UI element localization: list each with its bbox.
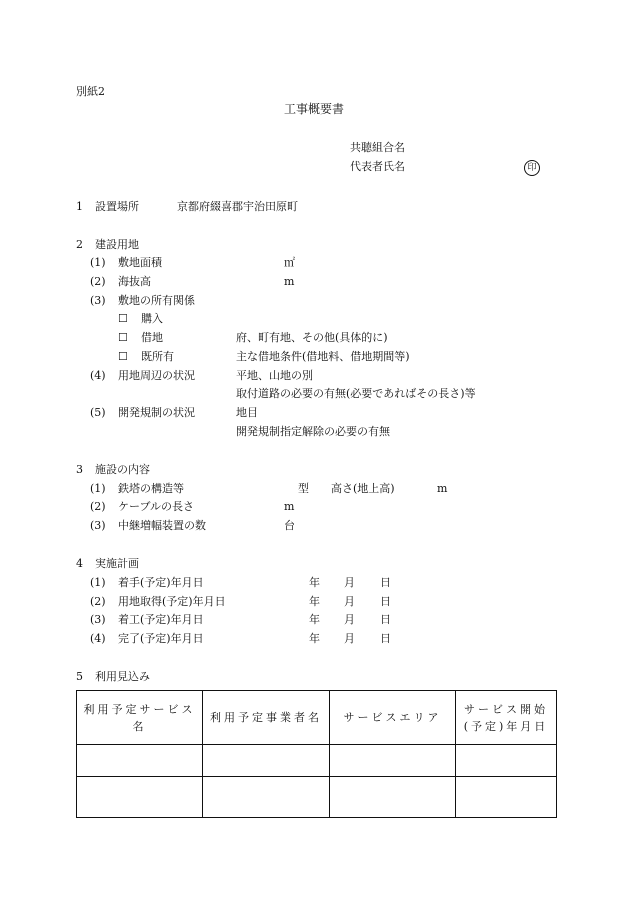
representative-name-label: 代表者氏名: [350, 160, 405, 173]
regulation-note-release: 開発規制指定解除の必要の有無: [236, 425, 390, 438]
seal-icon: 印: [524, 160, 540, 176]
section1-label: 設置場所: [95, 200, 139, 213]
schedule-construction-year: 年: [309, 613, 320, 626]
table-row: [77, 745, 557, 777]
schedule-land-number: (2): [90, 595, 106, 608]
ownership-number: (3): [90, 294, 106, 307]
header-operator-name: 利用予定事業者名: [203, 691, 330, 745]
table-cell[interactable]: [77, 745, 203, 777]
association-name-label: 共聴組合名: [350, 141, 405, 154]
table-header-row: [77, 691, 557, 745]
tower-height-label: 高さ(地上高): [331, 482, 395, 495]
header-service-name: 利用予定サービス名: [77, 691, 203, 745]
repeaters-label: 中継増幅装置の数: [118, 519, 206, 532]
elevation-label: 海抜高: [118, 275, 151, 288]
table-cell[interactable]: [456, 745, 557, 777]
schedule-land-month: 月: [344, 595, 355, 608]
regulation-note-land-category: 地目: [236, 406, 258, 419]
elevation-unit: m: [284, 275, 295, 288]
section1-number: 1: [76, 200, 83, 213]
owned-option-label: 既所有: [141, 350, 174, 363]
schedule-start-day: 日: [380, 576, 391, 589]
header-start-date-line1: サービス開始: [464, 702, 548, 716]
section2-label: 建設用地: [95, 238, 139, 251]
table-cell[interactable]: [456, 777, 557, 818]
header-start-date-line2: (予定)年月日: [463, 719, 549, 733]
table-cell[interactable]: [330, 777, 456, 818]
attachment-label: 別紙2: [76, 85, 105, 98]
section5-number: 5: [76, 670, 83, 683]
surroundings-note-terrain: 平地、山地の別: [236, 369, 313, 382]
usage-outlook-table: [76, 690, 557, 818]
section3-number: 3: [76, 463, 83, 476]
schedule-start-year: 年: [309, 576, 320, 589]
cable-label: ケーブルの長さ: [118, 500, 195, 513]
tower-number: (1): [90, 482, 106, 495]
schedule-construction-month: 月: [344, 613, 355, 626]
header-service-area: サービスエリア: [330, 691, 456, 745]
surroundings-number: (4): [90, 369, 106, 382]
site-area-number: (1): [90, 256, 106, 269]
schedule-land-label: 用地取得(予定)年月日: [118, 595, 226, 608]
schedule-completion-day: 日: [380, 632, 391, 645]
section4-number: 4: [76, 557, 83, 570]
section2-number: 2: [76, 238, 83, 251]
site-area-unit: ㎡: [284, 256, 295, 269]
schedule-construction-number: (3): [90, 613, 106, 626]
table-cell[interactable]: [330, 745, 456, 777]
lease-option-note: 府、町有地、その他(具体的に): [236, 331, 388, 344]
schedule-completion-month: 月: [344, 632, 355, 645]
lease-option-label: 借地: [141, 331, 163, 344]
elevation-number: (2): [90, 275, 106, 288]
section5-label: 利用見込み: [95, 670, 150, 683]
table-row: [77, 777, 557, 818]
schedule-completion-number: (4): [90, 632, 106, 645]
schedule-construction-label: 着工(予定)年月日: [118, 613, 204, 626]
header-start-date: [456, 691, 557, 745]
section3-label: 施設の内容: [95, 463, 150, 476]
table-cell[interactable]: [77, 777, 203, 818]
regulation-number: (5): [90, 406, 106, 419]
table-cell[interactable]: [203, 745, 330, 777]
regulation-label: 開発規制の状況: [118, 406, 195, 419]
schedule-construction-day: 日: [380, 613, 391, 626]
repeaters-number: (3): [90, 519, 106, 532]
schedule-land-day: 日: [380, 595, 391, 608]
repeaters-unit: 台: [284, 519, 295, 532]
installation-location-value: 京都府綴喜郡宇治田原町: [177, 200, 298, 213]
schedule-completion-label: 完了(予定)年月日: [118, 632, 204, 645]
schedule-land-year: 年: [309, 595, 320, 608]
section4-label: 実施計画: [95, 557, 139, 570]
document-title: 工事概要書: [284, 102, 345, 116]
site-area-label: 敷地面積: [118, 256, 162, 269]
lease-checkbox[interactable]: ☐: [118, 331, 128, 344]
cable-number: (2): [90, 500, 106, 513]
owned-checkbox[interactable]: ☐: [118, 350, 128, 363]
tower-label: 鉄塔の構造等: [118, 482, 184, 495]
schedule-start-number: (1): [90, 576, 106, 589]
owned-option-note: 主な借地条件(借地料、借地期間等): [236, 350, 410, 363]
surroundings-note-access-road: 取付道路の必要の有無(必要であればその長さ)等: [236, 387, 476, 400]
cable-unit: m: [284, 500, 295, 513]
schedule-completion-year: 年: [309, 632, 320, 645]
tower-height-unit: m: [437, 482, 448, 495]
schedule-start-label: 着手(予定)年月日: [118, 576, 204, 589]
ownership-label: 敷地の所有関係: [118, 294, 195, 307]
purchase-option-label: 購入: [141, 312, 163, 325]
tower-type-unit: 型: [298, 482, 309, 495]
table-cell[interactable]: [203, 777, 330, 818]
purchase-checkbox[interactable]: ☐: [118, 312, 128, 325]
schedule-start-month: 月: [344, 576, 355, 589]
seal-mark: [524, 160, 540, 176]
surroundings-label: 用地周辺の状況: [118, 369, 195, 382]
